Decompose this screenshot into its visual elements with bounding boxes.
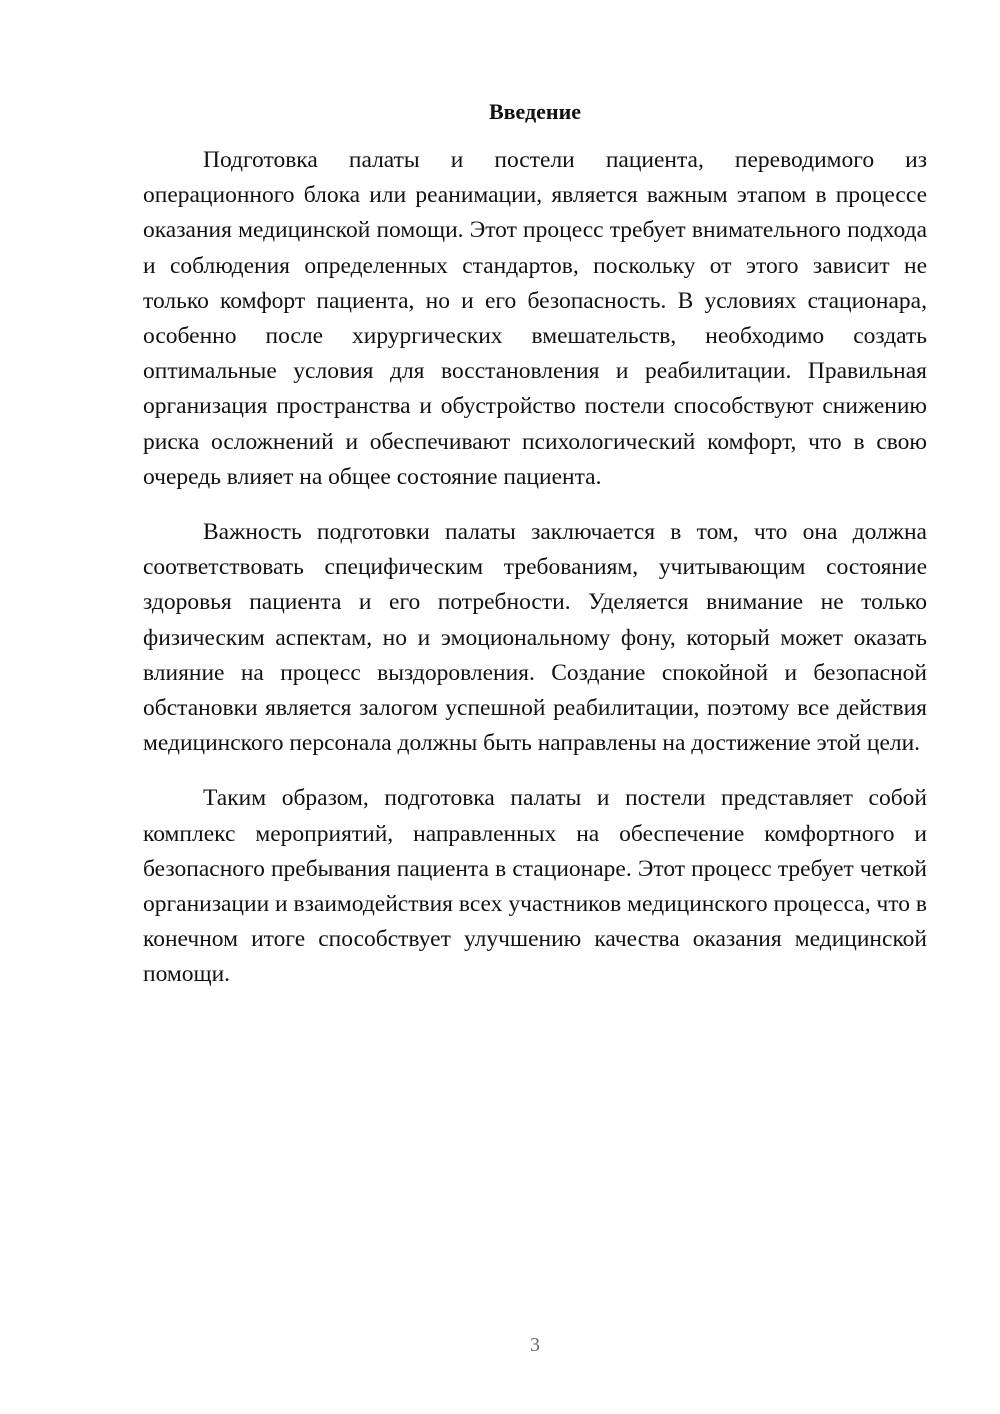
paragraph-2: Важность подготовки палаты заключается в том, что она должна соответствовать специфическим требованиям, учитывающим состояние здоровья пациента и его потребности. Уделяется внимание не только физическим аспектам, но и эмоциональному фону, который может оказать влияние на процесс выздоровления. Создание спокойной и безопасной обстановки является залогом успешной реабилитации, поэтому все действия медицинского персонала должны быть направлены на достижение этой цели. bbox=[143, 519, 927, 757]
paragraph-3: Таким образом, подготовка палаты и постели представляет собой комплекс мероприятий, направленных на обеспечение комфортного и безопасного пребывания пациента в стационаре. Этот процесс требует четкой организации и взаимодействия всех участников медицинского процесса, что в конечном итоге способствует улучшению качества оказания медицинской помощи. bbox=[143, 785, 927, 988]
page-number: 3 bbox=[530, 1334, 540, 1356]
body-text bbox=[143, 143, 927, 1013]
paragraph-1: Подготовка палаты и постели пациента, переводимого из операционного блока или реанимации, является важным этапом в процессе оказания медицинской помощи. Этот процесс требует внимательного подхода и соблюдения определенных стандартов, поскольку от этого зависит не только комфорт пациента, но и его безопасность. В условиях стационара, особенно после хирургических вмешательств, необходимо создать оптимальные условия для восстановления и реабилитации. Правильная организация пространства и обустройство постели способствуют снижению риска осложнений и обеспечивают психологический комфорт, что в свою очередь влияет на общее состояние пациента. bbox=[143, 147, 927, 490]
section-title: Введение bbox=[488, 99, 582, 124]
